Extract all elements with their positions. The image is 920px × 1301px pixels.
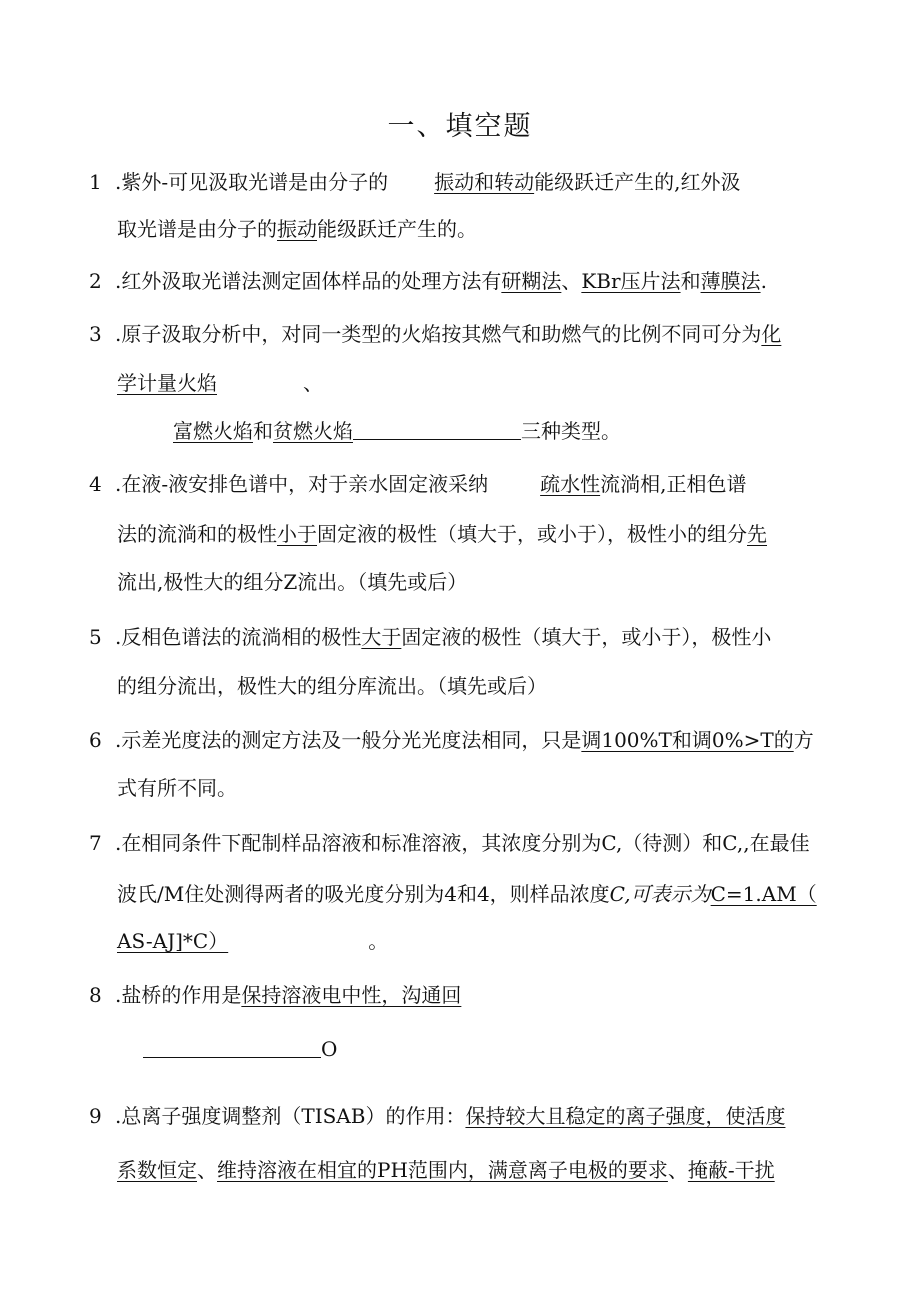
- text: 固定液的极性（填大于，或小于），极性小: [401, 625, 772, 649]
- text: 的组分流出，极性大的组分库流出。（填先或后）: [117, 674, 547, 698]
- question-6-line-2: [117, 775, 237, 801]
- answer-blank: [143, 1037, 321, 1058]
- answer: 疏水性: [540, 472, 601, 496]
- text: 和: [680, 269, 701, 293]
- question-6-number: 6: [89, 728, 102, 752]
- text: C,可表示为: [609, 882, 711, 906]
- text: 、: [561, 269, 582, 293]
- question-5-line-2: [117, 673, 547, 699]
- question-5-line-1: [89, 624, 771, 650]
- text: .红外汲取光谱法测定固体样品的处理方法有: [115, 269, 502, 293]
- question-8-number: 8: [89, 983, 102, 1007]
- text: 能级跃迁产生的。: [317, 217, 477, 241]
- text: .总离子强度调整剂（TISAB）的作用：: [115, 1104, 466, 1128]
- question-4-line-2: [117, 521, 767, 547]
- answer: 化: [761, 322, 782, 346]
- answer: 薄膜法: [700, 269, 761, 293]
- text: .紫外-可见汲取光谱是由分子的: [115, 170, 389, 194]
- question-2-line-1: [89, 268, 767, 294]
- question-4-line-1: [89, 471, 746, 497]
- question-3-line-2: [117, 370, 323, 396]
- answer: 振动: [277, 217, 317, 241]
- text: 法的流淌和的极性: [117, 522, 277, 546]
- question-3-line-3: [173, 418, 621, 444]
- question-8-line-2: [143, 1036, 337, 1062]
- answer: 调100%T和调0%>T的: [581, 728, 794, 752]
- text: 固定液的极性（填大于，或小于），极性小的组分: [317, 522, 747, 546]
- text: .示差光度法的测定方法及一般分光光度法相同，只是: [115, 728, 582, 752]
- answer: 系数恒定: [117, 1158, 197, 1182]
- text: 、: [303, 371, 323, 395]
- question-6-line-1: [89, 727, 814, 753]
- answer: 学计量火焰: [117, 371, 217, 395]
- question-9-line-1: [89, 1103, 785, 1129]
- question-8-line-1: [89, 982, 461, 1008]
- answer: KBr压片法: [581, 269, 681, 293]
- text: .原子汲取分析中，对同一类型的火焰按其燃气和助燃气的比例不同可分为: [115, 322, 762, 346]
- answer: 研糊法: [501, 269, 562, 293]
- text: 三种类型。: [521, 419, 621, 443]
- answer: 贫燃火焰: [273, 419, 353, 443]
- question-7-line-1: [89, 830, 810, 856]
- answer: 先: [747, 522, 767, 546]
- text: 式有所不同。: [117, 776, 237, 800]
- answer: 保持较大且稳定的离子强度，使活度: [465, 1104, 786, 1128]
- text: 能级跃迁产生的,红外汲: [534, 170, 741, 194]
- text: 流出,极性大的组分Z流出。（填先或后）: [117, 570, 468, 594]
- text: 、: [667, 1158, 688, 1182]
- text: .在液-液安排色谱中，对于亲水固定液采纳: [115, 472, 489, 496]
- question-4-line-3: [117, 569, 467, 595]
- text: 。: [368, 929, 389, 953]
- text: .在相同条件下配制样品溶液和标准溶液，其浓度分别为C,（待测）和C,,在最佳: [115, 831, 810, 855]
- question-3-number: 3: [89, 322, 102, 346]
- answer: 保持溶液电中性，沟通回: [241, 983, 462, 1007]
- section-title: 一、填空题: [387, 111, 533, 142]
- question-9-line-2: [117, 1157, 775, 1183]
- question-4-number: 4: [89, 472, 102, 496]
- text: 流淌相,正相色谱: [600, 472, 747, 496]
- answer: 富燃火焰: [173, 419, 253, 443]
- question-7-line-2: [117, 881, 817, 907]
- text: .反相色谱法的流淌相的极性: [115, 625, 362, 649]
- text: 方: [793, 728, 814, 752]
- text: 和: [253, 419, 273, 443]
- answer: 大于: [361, 625, 402, 649]
- question-2-number: 2: [89, 269, 102, 293]
- answer: C=1.AM（: [710, 882, 817, 906]
- text: O: [321, 1037, 338, 1061]
- question-1-line-1: [89, 169, 740, 195]
- text: 取光谱是由分子的: [117, 217, 277, 241]
- answer: 掩蔽-干扰: [687, 1158, 775, 1182]
- answer: AS-AJ]*C）: [117, 929, 229, 953]
- question-3-line-1: [89, 321, 781, 347]
- text: 波氏/M住处测得两者的吸光度分别为4和4，则样品浓度: [117, 882, 610, 906]
- question-1-number: 1: [89, 170, 102, 194]
- text: 、: [197, 1158, 217, 1182]
- answer: 振动和转动: [434, 170, 535, 194]
- text: .: [760, 269, 767, 293]
- question-5-number: 5: [89, 625, 102, 649]
- text: .盐桥的作用是: [115, 983, 242, 1007]
- question-1-line-2: [117, 216, 477, 242]
- answer: 小于: [277, 522, 317, 546]
- answer: 维持溶液在相宜的PH范围内，满意离子电极的要求: [217, 1158, 668, 1182]
- question-7-number: 7: [89, 831, 102, 855]
- answer-blank: [353, 419, 521, 440]
- question-7-line-3: [117, 928, 388, 954]
- question-9-number: 9: [89, 1104, 102, 1128]
